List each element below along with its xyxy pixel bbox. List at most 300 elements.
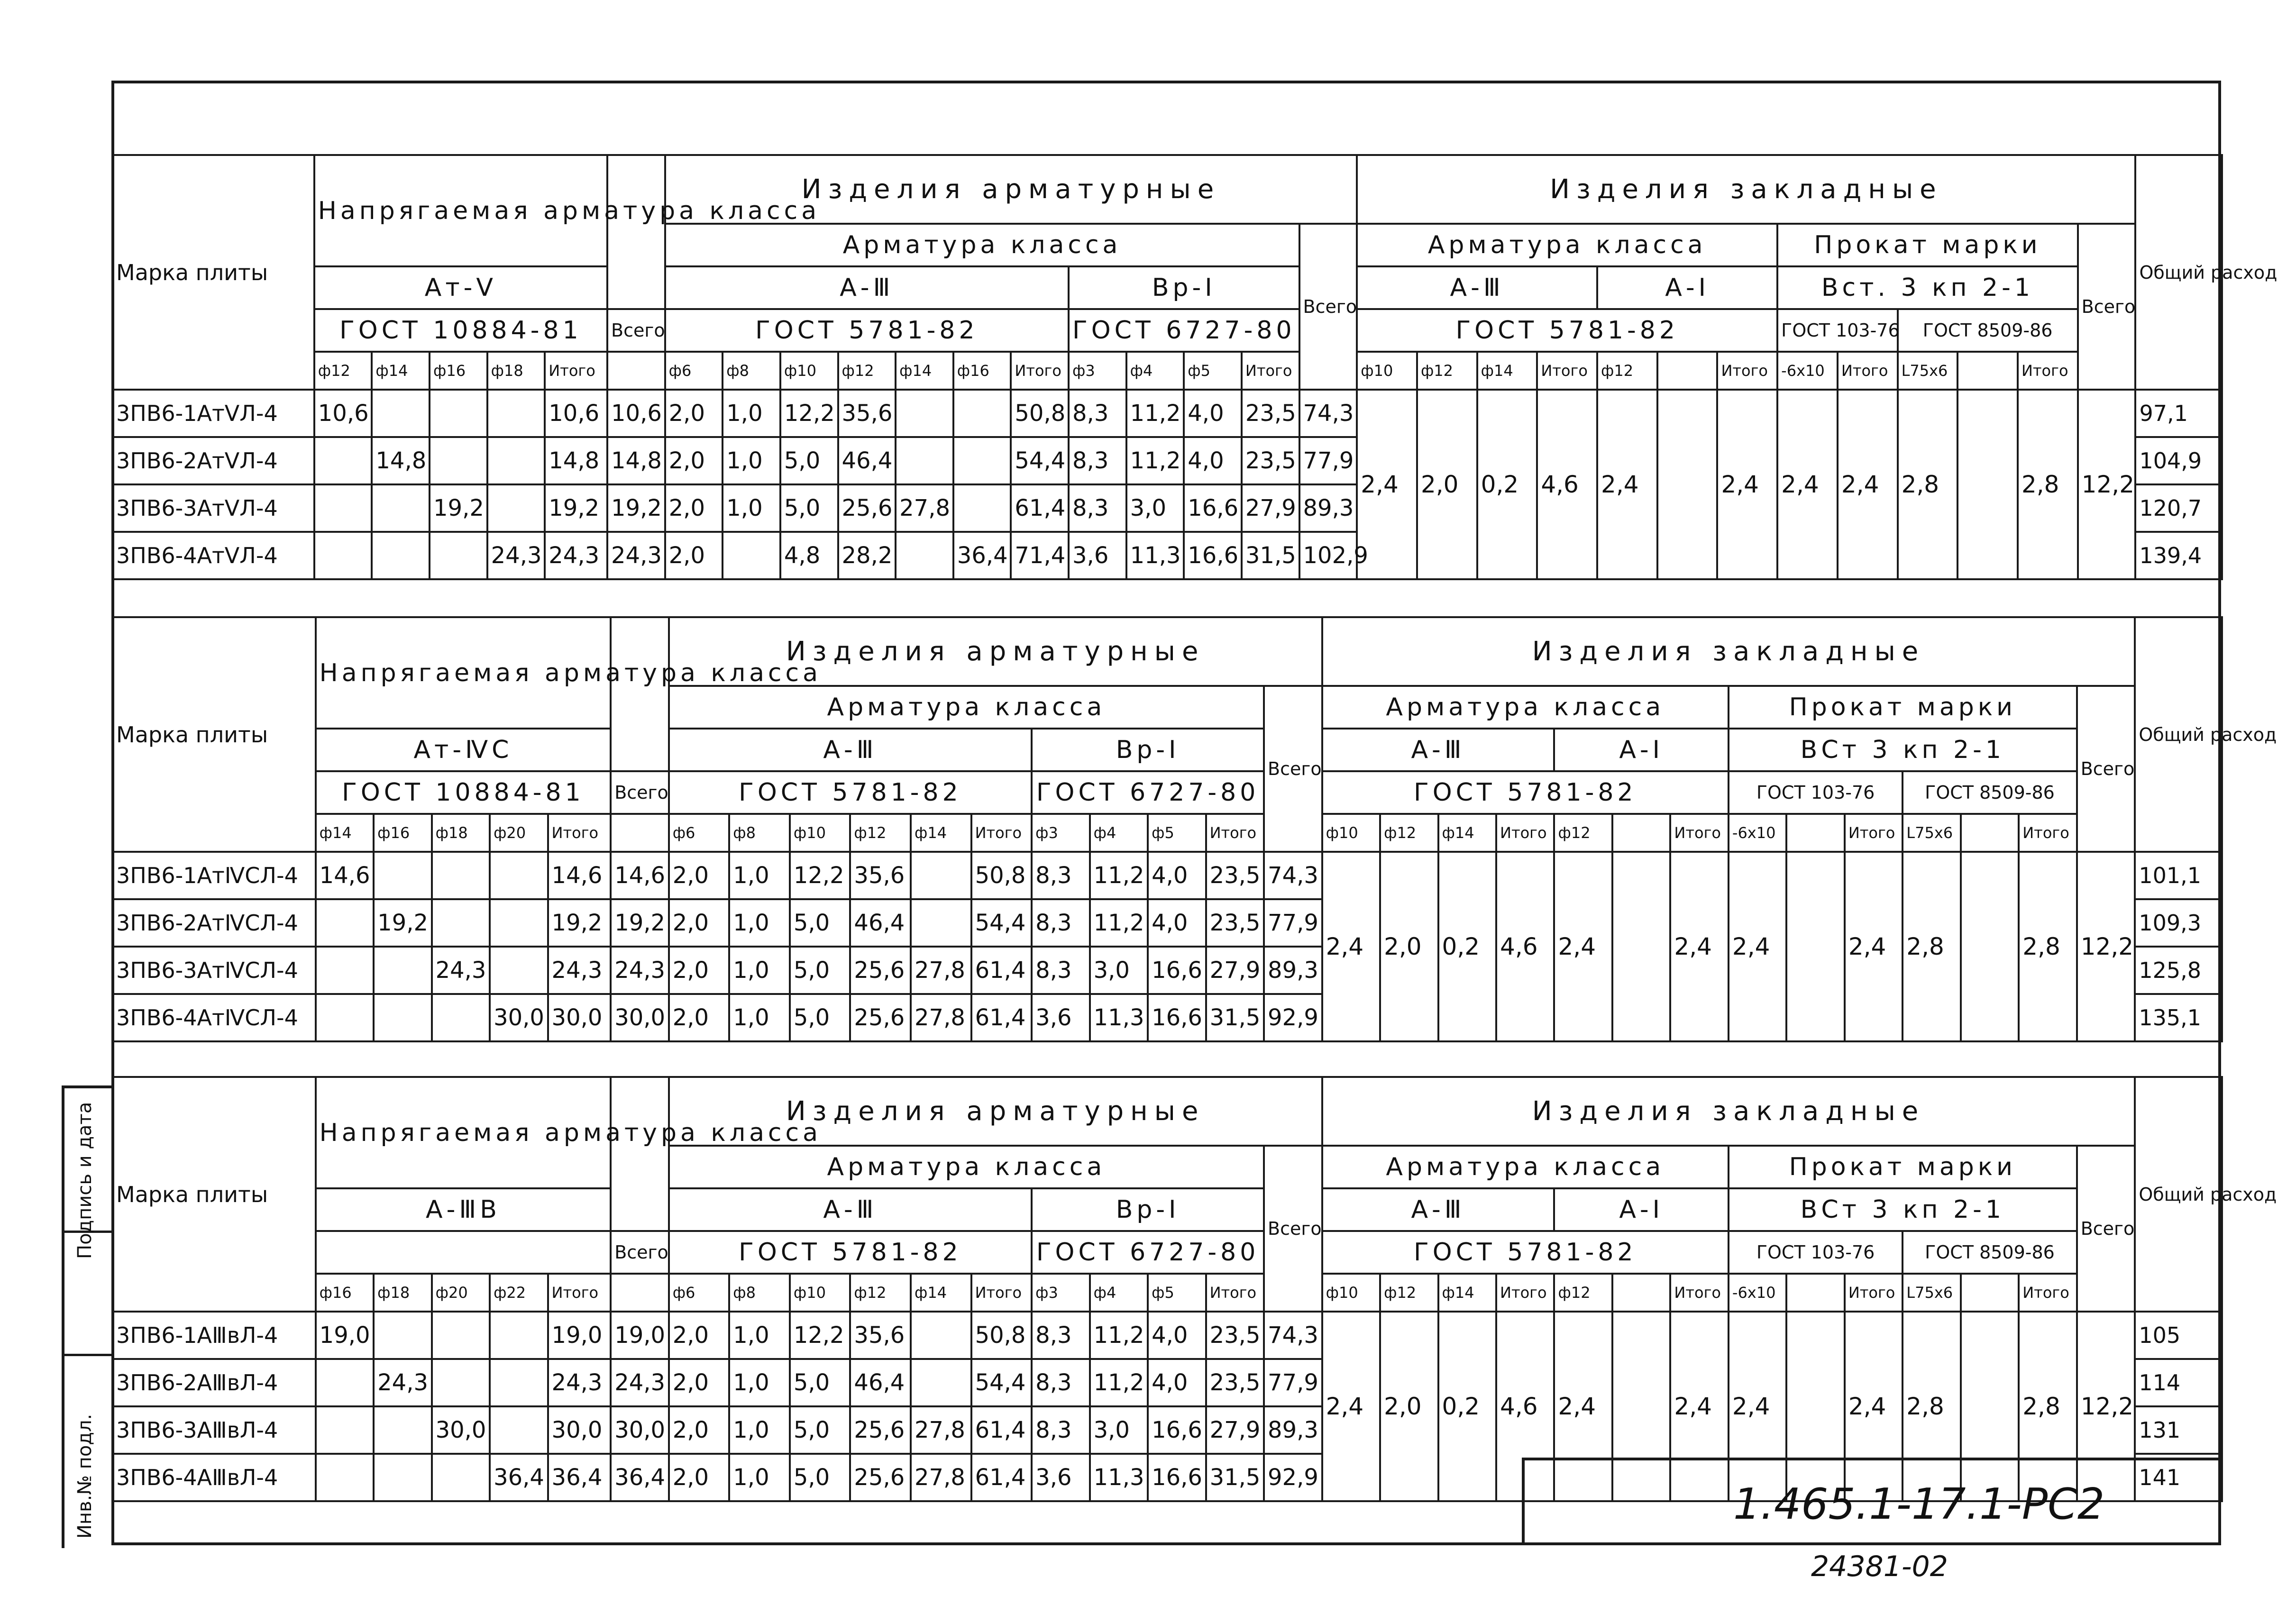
row-bp-value: 23,5 xyxy=(1206,1312,1264,1359)
col-header-mark: Марка плиты xyxy=(112,1077,316,1312)
subheader-emb: -6x10 xyxy=(1729,1274,1786,1312)
emb-value xyxy=(1786,852,1844,1041)
row-p-vsego: 19,2 xyxy=(607,484,665,532)
emb-value: 0,2 xyxy=(1438,1312,1496,1501)
col-header-prokat-g1: ГОСТ 103-76 xyxy=(1777,309,1897,352)
subheader-emb: Итого xyxy=(1838,352,1898,390)
row-bp-value: 11,3 xyxy=(1090,1454,1148,1501)
col-header-bp: Вр-Ⅰ xyxy=(1032,1188,1264,1231)
emb-value: 2,8 xyxy=(2019,1312,2076,1501)
subheader-a3: ф8 xyxy=(729,814,790,852)
row-bp-value: 4,0 xyxy=(1148,1359,1206,1406)
row-bp-value: 11,2 xyxy=(1090,1312,1148,1359)
row-p-value xyxy=(432,899,490,947)
row-a3-value: 50,8 xyxy=(971,1312,1032,1359)
subheader-a3: ф10 xyxy=(790,814,851,852)
row-vsego2: 92,9 xyxy=(1264,994,1322,1041)
row-p-value xyxy=(374,994,431,1041)
col-header-emb-arm: Арматура класса xyxy=(1322,686,1729,729)
row-a3-value: 61,4 xyxy=(971,947,1032,994)
row-mark: 3ПВ6-2АтⅤЛ-4 xyxy=(112,437,314,484)
col-header-vsego3: Всего xyxy=(2078,224,2136,390)
row-a3-value: 61,4 xyxy=(971,1406,1032,1454)
emb-total: 12,2 xyxy=(2077,1312,2135,1501)
subheader-p: ф20 xyxy=(432,1274,490,1312)
row-bp-value: 16,6 xyxy=(1148,1454,1206,1501)
row-p-value xyxy=(316,1359,374,1406)
subheader-a3: ф14 xyxy=(911,814,971,852)
row-a3-value: 2,0 xyxy=(669,947,730,994)
subheader-a3: ф8 xyxy=(729,1274,790,1312)
row-vsego2: 74,3 xyxy=(1264,852,1322,899)
emb-value: 2,8 xyxy=(2019,852,2076,1041)
sheet-number: 24381-02 xyxy=(1811,1550,1948,1583)
row-a3-value: 28,2 xyxy=(838,532,896,579)
emb-value xyxy=(1961,852,2019,1041)
subheader-a3: ф14 xyxy=(911,1274,971,1312)
col-header-prokat-st: Вст. 3 кп 2-1 xyxy=(1777,266,2078,309)
subheader-bp: ф5 xyxy=(1184,352,1242,390)
subheader-emb xyxy=(1958,352,2018,390)
row-p-value: 19,2 xyxy=(545,484,607,532)
subheader-emb: ф10 xyxy=(1322,1274,1380,1312)
col-header-vsego2: Всего xyxy=(1264,1146,1322,1312)
emb-value: 2,4 xyxy=(1717,390,1777,579)
row-a3-value: 2,0 xyxy=(665,390,723,437)
row-a3-value: 35,6 xyxy=(850,852,911,899)
row-a3-value xyxy=(896,532,953,579)
row-bp-value: 27,9 xyxy=(1206,1406,1264,1454)
col-header-pclass: Ат-ⅣС xyxy=(316,729,611,771)
subheader-emb: -6x10 xyxy=(1777,352,1838,390)
emb-value: 2,4 xyxy=(1729,852,1786,1041)
row-p-value: 14,8 xyxy=(372,437,430,484)
row-mark: 3ПВ6-4АтⅤЛ-4 xyxy=(112,532,314,579)
subheader-bp: Итого xyxy=(1206,1274,1264,1312)
subheader-emb: L75x6 xyxy=(1903,814,1960,852)
col-header-vsego: Всего xyxy=(607,309,665,352)
row-p-value: 24,3 xyxy=(374,1359,431,1406)
cell-empty xyxy=(607,155,665,309)
subheader-emb: Итого xyxy=(2019,1274,2076,1312)
row-mark: 3ПВ6-3АтⅤЛ-4 xyxy=(112,484,314,532)
subheader-bp: ф3 xyxy=(1069,352,1126,390)
row-a3-value xyxy=(911,1312,971,1359)
row-bp-value: 31,5 xyxy=(1242,532,1299,579)
row-a3-value xyxy=(953,437,1011,484)
row-total: 125,8 xyxy=(2135,947,2222,994)
emb-value: 2,4 xyxy=(1777,390,1838,579)
row-a3-value: 50,8 xyxy=(971,852,1032,899)
col-header-emb-a3: А-Ⅲ xyxy=(1322,729,1555,771)
row-a3-value: 50,8 xyxy=(1011,390,1069,437)
row-p-value xyxy=(432,1454,490,1501)
row-a3-value xyxy=(911,899,971,947)
subheader-emb: Итого xyxy=(2018,352,2078,390)
side-label-inv: Инв.№ подл. xyxy=(74,1413,96,1539)
subheader-p: ф16 xyxy=(316,1274,374,1312)
row-bp-value: 4,0 xyxy=(1148,899,1206,947)
col-header-emb-a1: А-Ⅰ xyxy=(1554,1188,1728,1231)
col-header-arm-class: Арматура класса xyxy=(665,224,1299,266)
col-header-bp: Вр-Ⅰ xyxy=(1069,266,1299,309)
col-header-prokat-st: ВСт 3 кп 2-1 xyxy=(1729,729,2077,771)
subheader-a3: ф10 xyxy=(790,1274,851,1312)
row-a3-value xyxy=(911,1359,971,1406)
row-p-value: 10,6 xyxy=(314,390,372,437)
row-bp-value: 31,5 xyxy=(1206,994,1264,1041)
subheader-emb: ф14 xyxy=(1438,1274,1496,1312)
row-bp-value: 4,0 xyxy=(1148,852,1206,899)
col-header-vsego2: Всего xyxy=(1264,686,1322,852)
row-p-value: 24,3 xyxy=(548,947,611,994)
row-mark: 3ПВ6-2АⅢвЛ-4 xyxy=(112,1359,316,1406)
row-vsego2: 102,9 xyxy=(1299,532,1357,579)
col-header-bp-gost: ГОСТ 6727-80 xyxy=(1032,1231,1264,1274)
subheader-a3: ф6 xyxy=(665,352,723,390)
row-p-value: 19,2 xyxy=(548,899,611,947)
col-header-vsego: Всего xyxy=(611,1231,668,1274)
row-bp-value: 16,6 xyxy=(1148,994,1206,1041)
row-a3-value: 1,0 xyxy=(729,947,790,994)
row-bp-value: 8,3 xyxy=(1069,484,1126,532)
subheader-emb: ф12 xyxy=(1417,352,1477,390)
row-bp-value: 31,5 xyxy=(1206,1454,1264,1501)
emb-value: 4,6 xyxy=(1496,852,1554,1041)
row-p-value: 30,0 xyxy=(548,1406,611,1454)
row-p-value xyxy=(487,390,545,437)
col-header-arm-class: Арматура класса xyxy=(669,686,1264,729)
row-bp-value: 27,9 xyxy=(1242,484,1299,532)
emb-value: 2,4 xyxy=(1670,1312,1728,1501)
cell-empty xyxy=(607,352,665,390)
row-p-vsego: 10,6 xyxy=(607,390,665,437)
subheader-p: ф14 xyxy=(372,352,430,390)
row-a3-value: 46,4 xyxy=(838,437,896,484)
row-p-value: 24,3 xyxy=(545,532,607,579)
row-p-value: 24,3 xyxy=(487,532,545,579)
row-a3-value: 36,4 xyxy=(953,532,1011,579)
col-header-arm-items: Изделия арматурные xyxy=(669,1077,1322,1146)
row-bp-value: 23,5 xyxy=(1206,1359,1264,1406)
col-header-prokat: Прокат марки xyxy=(1777,224,2078,266)
row-bp-value: 11,2 xyxy=(1090,852,1148,899)
col-header-emb-a3: А-Ⅲ xyxy=(1357,266,1597,309)
row-p-value: 36,4 xyxy=(490,1454,548,1501)
subheader-emb: ф14 xyxy=(1438,814,1496,852)
emb-value: 0,2 xyxy=(1477,390,1537,579)
emb-value: 4,6 xyxy=(1537,390,1597,579)
emb-value: 2,4 xyxy=(1322,1312,1380,1501)
col-header-total: Общий расход xyxy=(2135,155,2222,390)
col-header-vsego2: Всего xyxy=(1299,224,1357,390)
row-total: 141 xyxy=(2135,1454,2222,1501)
subheader-p: Итого xyxy=(548,1274,611,1312)
row-a3-value: 2,0 xyxy=(669,1454,730,1501)
subheader-emb: ф12 xyxy=(1554,814,1612,852)
row-a3-value: 1,0 xyxy=(729,1359,790,1406)
emb-value: 2,4 xyxy=(1322,852,1380,1041)
row-p-value xyxy=(490,1312,548,1359)
row-p-value xyxy=(316,994,374,1041)
row-a3-value: 5,0 xyxy=(790,947,851,994)
table-row xyxy=(112,852,2222,899)
row-p-value xyxy=(374,852,431,899)
row-total: 109,3 xyxy=(2135,899,2222,947)
row-p-value xyxy=(314,484,372,532)
col-header-prokat-g1: ГОСТ 103-76 xyxy=(1729,1231,1903,1274)
row-p-value: 14,6 xyxy=(548,852,611,899)
row-p-vsego: 19,2 xyxy=(611,899,668,947)
col-header-prokat: Прокат марки xyxy=(1729,1146,2077,1188)
row-a3-value: 27,8 xyxy=(911,1454,971,1501)
col-header-prokat-g2: ГОСТ 8509-86 xyxy=(1903,771,2076,814)
row-vsego2: 89,3 xyxy=(1264,947,1322,994)
row-mark: 3ПВ6-1АтⅤЛ-4 xyxy=(112,390,314,437)
subheader-bp: ф5 xyxy=(1148,814,1206,852)
row-a3-value: 54,4 xyxy=(1011,437,1069,484)
col-header-a3: А-Ⅲ xyxy=(669,729,1032,771)
subheader-emb xyxy=(1786,1274,1844,1312)
table-row xyxy=(112,1312,2222,1359)
emb-value: 2,4 xyxy=(1597,390,1657,579)
title-block xyxy=(1522,1458,2221,1545)
cell-empty xyxy=(611,1274,668,1312)
subheader-emb: ф10 xyxy=(1357,352,1417,390)
col-header-a3-gost: ГОСТ 5781-82 xyxy=(669,1231,1032,1274)
row-p-vsego: 24,3 xyxy=(607,532,665,579)
emb-value: 2,4 xyxy=(1838,390,1898,579)
subheader-p: ф18 xyxy=(374,1274,431,1312)
subheader-a3: ф12 xyxy=(838,352,896,390)
document-code: 1.465.1-17.1-РС2 xyxy=(1733,1479,2105,1529)
subheader-emb: Итого xyxy=(1670,814,1728,852)
subheader-emb: Итого xyxy=(1496,1274,1554,1312)
col-header-prestressed: Напрягаемая арматура класса xyxy=(316,617,611,729)
row-bp-value: 8,3 xyxy=(1069,437,1126,484)
subheader-emb: ф12 xyxy=(1380,1274,1438,1312)
side-stamp xyxy=(62,1085,114,1548)
row-a3-value: 5,0 xyxy=(790,1454,851,1501)
emb-value: 2,4 xyxy=(1845,1312,1903,1501)
row-a3-value: 71,4 xyxy=(1011,532,1069,579)
subheader-a3: ф10 xyxy=(780,352,838,390)
subheader-p: ф18 xyxy=(487,352,545,390)
subheader-bp: ф3 xyxy=(1032,814,1089,852)
row-p-value: 19,2 xyxy=(374,899,431,947)
emb-value: 2,8 xyxy=(2018,390,2078,579)
row-a3-value: 25,6 xyxy=(850,947,911,994)
subheader-emb: ф12 xyxy=(1554,1274,1612,1312)
row-a3-value: 61,4 xyxy=(971,994,1032,1041)
row-bp-value: 11,2 xyxy=(1126,437,1184,484)
row-a3-value: 12,2 xyxy=(780,390,838,437)
subheader-emb xyxy=(1786,814,1844,852)
col-header-prokat-g1: ГОСТ 103-76 xyxy=(1729,771,1903,814)
row-bp-value: 27,9 xyxy=(1206,947,1264,994)
row-bp-value: 8,3 xyxy=(1032,852,1089,899)
row-bp-value: 11,2 xyxy=(1090,899,1148,947)
col-header-a3-gost: ГОСТ 5781-82 xyxy=(669,771,1032,814)
row-bp-value: 8,3 xyxy=(1032,1359,1089,1406)
subheader-emb: ф12 xyxy=(1380,814,1438,852)
cell-empty xyxy=(611,1077,668,1231)
col-header-a3: А-Ⅲ xyxy=(669,1188,1032,1231)
col-header-mark: Марка плиты xyxy=(112,155,314,390)
row-p-value xyxy=(316,1406,374,1454)
col-header-emb-a1: А-Ⅰ xyxy=(1554,729,1728,771)
col-header-prokat-st: ВСт 3 кп 2-1 xyxy=(1729,1188,2077,1231)
emb-value: 2,4 xyxy=(1729,1312,1786,1501)
subheader-emb xyxy=(1961,814,2019,852)
subheader-p: ф22 xyxy=(490,1274,548,1312)
row-bp-value: 4,0 xyxy=(1148,1312,1206,1359)
row-a3-value: 27,8 xyxy=(896,484,953,532)
reinforcement-table-1 xyxy=(111,154,2278,580)
subheader-emb: Итого xyxy=(1670,1274,1728,1312)
subheader-p: ф16 xyxy=(430,352,487,390)
col-header-prestressed: Напрягаемая арматура класса xyxy=(314,155,607,266)
row-a3-value: 1,0 xyxy=(729,852,790,899)
row-a3-value: 46,4 xyxy=(850,899,911,947)
row-a3-value: 5,0 xyxy=(790,994,851,1041)
row-p-value xyxy=(372,390,430,437)
row-bp-value: 23,5 xyxy=(1206,899,1264,947)
row-vsego2: 89,3 xyxy=(1264,1406,1322,1454)
col-header-arm-items: Изделия арматурные xyxy=(665,155,1357,224)
col-header-vsego3: Всего xyxy=(2077,686,2135,852)
subheader-emb xyxy=(1961,1274,2019,1312)
row-bp-value: 16,6 xyxy=(1148,947,1206,994)
row-p-value: 19,0 xyxy=(316,1312,374,1359)
row-mark: 3ПВ6-2АтⅣСЛ-4 xyxy=(112,899,316,947)
row-p-value: 24,3 xyxy=(432,947,490,994)
row-a3-value: 1,0 xyxy=(723,390,780,437)
col-header-emb-gost: ГОСТ 5781-82 xyxy=(1322,771,1729,814)
subheader-p: ф20 xyxy=(490,814,548,852)
row-p-value: 14,6 xyxy=(316,852,374,899)
subheader-emb: Итого xyxy=(2019,814,2076,852)
row-total: 135,1 xyxy=(2135,994,2222,1041)
col-header-bp-gost: ГОСТ 6727-80 xyxy=(1032,771,1264,814)
subheader-a3: ф14 xyxy=(896,352,953,390)
row-a3-value: 27,8 xyxy=(911,994,971,1041)
row-a3-value xyxy=(896,437,953,484)
subheader-bp: ф3 xyxy=(1032,1274,1089,1312)
subheader-emb xyxy=(1612,814,1670,852)
subheader-bp: ф4 xyxy=(1126,352,1184,390)
row-bp-value: 3,6 xyxy=(1069,532,1126,579)
row-vsego2: 77,9 xyxy=(1299,437,1357,484)
table-row xyxy=(112,390,2222,437)
subheader-bp: ф5 xyxy=(1148,1274,1206,1312)
subheader-emb: Итого xyxy=(1845,1274,1903,1312)
row-p-value xyxy=(314,437,372,484)
row-p-vsego: 24,3 xyxy=(611,947,668,994)
row-a3-value: 4,8 xyxy=(780,532,838,579)
col-header-mark: Марка плиты xyxy=(112,617,316,852)
subheader-a3: ф6 xyxy=(669,1274,730,1312)
col-header-emb-arm: Арматура класса xyxy=(1322,1146,1729,1188)
row-p-vsego: 19,0 xyxy=(611,1312,668,1359)
row-mark: 3ПВ6-4АⅢвЛ-4 xyxy=(112,1454,316,1501)
subheader-emb: Итого xyxy=(1845,814,1903,852)
row-bp-value: 23,5 xyxy=(1242,437,1299,484)
row-p-vsego: 36,4 xyxy=(611,1454,668,1501)
row-a3-value: 2,0 xyxy=(669,1312,730,1359)
reinforcement-table-2 xyxy=(111,616,2277,1042)
emb-value: 2,4 xyxy=(1670,852,1728,1041)
row-total: 101,1 xyxy=(2135,852,2222,899)
row-a3-value: 35,6 xyxy=(850,1312,911,1359)
row-total: 139,4 xyxy=(2135,532,2222,579)
row-p-value: 19,0 xyxy=(548,1312,611,1359)
row-p-value xyxy=(372,532,430,579)
side-label-sign: Подпись и дата xyxy=(74,1102,96,1259)
emb-total: 12,2 xyxy=(2077,852,2135,1041)
row-a3-value: 1,0 xyxy=(723,437,780,484)
subheader-p: ф18 xyxy=(432,814,490,852)
row-a3-value: 2,0 xyxy=(669,852,730,899)
emb-value: 2,4 xyxy=(1357,390,1417,579)
subheader-emb: L75x6 xyxy=(1903,1274,1960,1312)
subheader-p: ф16 xyxy=(374,814,431,852)
row-a3-value: 2,0 xyxy=(669,1359,730,1406)
row-a3-value: 1,0 xyxy=(729,994,790,1041)
row-bp-value: 3,0 xyxy=(1090,947,1148,994)
row-p-value xyxy=(490,899,548,947)
row-a3-value: 61,4 xyxy=(1011,484,1069,532)
emb-value: 2,0 xyxy=(1417,390,1477,579)
subheader-a3: Итого xyxy=(971,1274,1032,1312)
row-bp-value: 23,5 xyxy=(1242,390,1299,437)
subheader-bp: ф4 xyxy=(1090,814,1148,852)
col-header-arm-items: Изделия арматурные xyxy=(669,617,1322,686)
row-p-value: 24,3 xyxy=(548,1359,611,1406)
row-a3-value: 5,0 xyxy=(790,1359,851,1406)
col-header-emb-items: Изделия закладные xyxy=(1322,1077,2135,1146)
row-mark: 3ПВ6-3АтⅣСЛ-4 xyxy=(112,947,316,994)
col-header-emb-a1: А-Ⅰ xyxy=(1597,266,1777,309)
col-header-a3: А-Ⅲ xyxy=(665,266,1069,309)
row-a3-value: 1,0 xyxy=(729,1454,790,1501)
row-a3-value: 2,0 xyxy=(665,437,723,484)
reinforcement-table-3 xyxy=(111,1076,2277,1502)
row-bp-value: 16,6 xyxy=(1148,1406,1206,1454)
row-bp-value: 3,6 xyxy=(1032,1454,1089,1501)
col-header-emb-gost: ГОСТ 5781-82 xyxy=(1357,309,1777,352)
emb-value xyxy=(1958,390,2018,579)
row-p-value xyxy=(374,1406,431,1454)
row-a3-value: 5,0 xyxy=(790,899,851,947)
row-bp-value: 11,2 xyxy=(1126,390,1184,437)
subheader-emb: ф12 xyxy=(1597,352,1657,390)
row-p-vsego: 14,8 xyxy=(607,437,665,484)
row-bp-value: 11,3 xyxy=(1126,532,1184,579)
col-header-bp: Вр-Ⅰ xyxy=(1032,729,1264,771)
col-header-pgost: ГОСТ 10884-81 xyxy=(314,309,607,352)
col-header-prestressed: Напрягаемая арматура класса xyxy=(316,1077,611,1188)
row-total: 120,7 xyxy=(2135,484,2222,532)
cell-empty xyxy=(611,814,668,852)
row-vsego2: 92,9 xyxy=(1264,1454,1322,1501)
row-a3-value xyxy=(953,484,1011,532)
subheader-emb: ф14 xyxy=(1477,352,1537,390)
row-p-vsego: 14,6 xyxy=(611,852,668,899)
col-header-pclass: Ат-Ⅴ xyxy=(314,266,607,309)
row-bp-value: 23,5 xyxy=(1206,852,1264,899)
row-a3-value: 2,0 xyxy=(669,899,730,947)
